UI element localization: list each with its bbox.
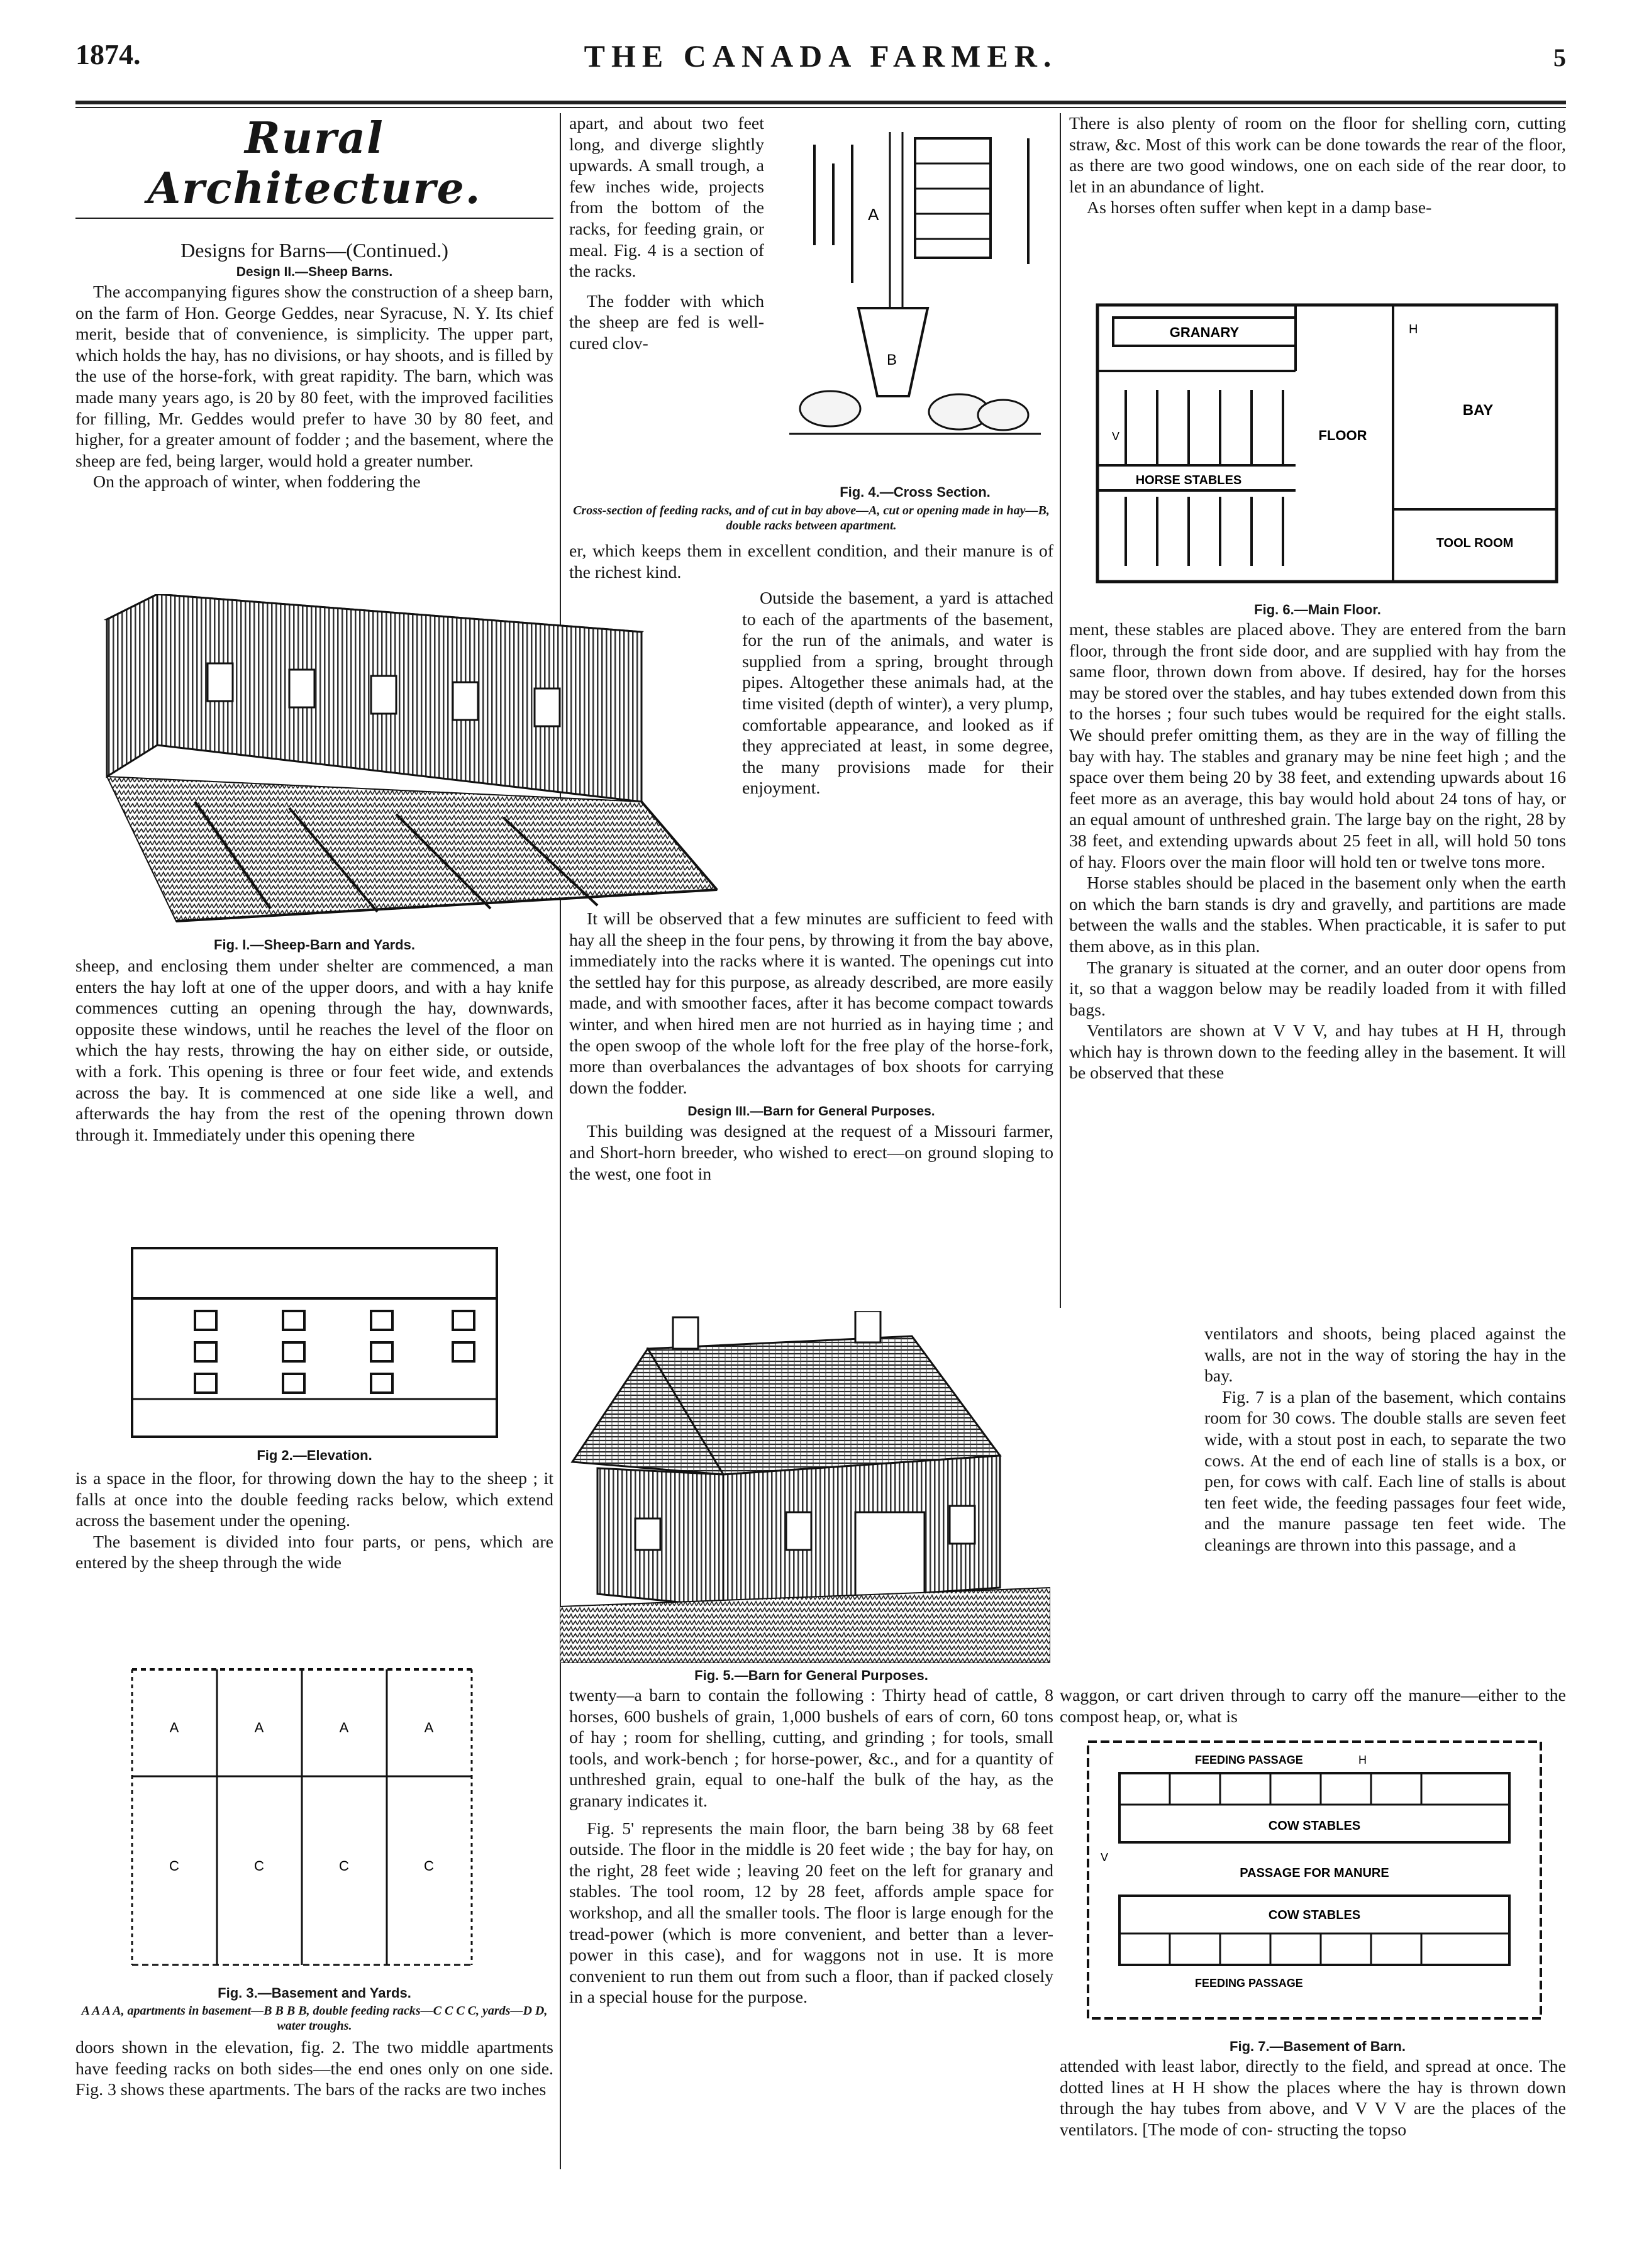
label-b: B — [887, 351, 897, 368]
column-3-top — [1069, 113, 1566, 219]
fig4-note: Cross-section of feeding racks, and of cut in bay above—A, cut or opening made in hay—B, double racks between apartment. — [573, 504, 1050, 533]
yard-label: C — [169, 1858, 179, 1874]
pen-label: A — [339, 1720, 349, 1735]
paragraph: is a space in the floor, for throwing down the hay to the sheep ; it falls at once into the double feeding racks below, which extend across the basement under the opening. — [75, 1469, 553, 1531]
section-title-rule — [75, 218, 553, 219]
column-divider-2 — [1060, 113, 1061, 1308]
design-3-heading: Design III.—Barn for General Purposes. — [687, 1104, 935, 1119]
fig2-elevation-illustration — [126, 1242, 503, 1443]
column-divider-1 — [560, 113, 561, 2169]
paragraph: It will be observed that a few minutes are sufficient to feed with hay all the sheep in the four pens, by throwing it from the bay above, immediately into the racks where it is wanted. The openings cut into the settled hay for this purpose, as already described, are more easily made, and with smoother faces, after it has become compact towards winter, and when hired men are not hurried as in haying time ; and the open swoop of the whole loft for the free play of the horse-fork, more than overbalances the advantages of box shoots for carrying down the fodder. — [569, 909, 1053, 1098]
pen-label: A — [424, 1720, 434, 1735]
column-1-top — [75, 113, 553, 493]
fig5-caption: Fig. 5.—Barn for General Purposes. — [694, 1668, 928, 1683]
paragraph: The accompanying figures show the construction of a sheep barn, on the farm of Hon. George Geddes, near Syracuse, N. Y. Its chief merit, beside that of convenience, is simplicity. The upper part, which holds the hay, has no divisions, or hay shoots, and is filled by the use of the horse-fork, with great rapidity. The barn, which was made many years ago, is 20 by 80 feet, with the improved facilities for filling, Mr. Geddes would prefer to have 30 by 80 feet, and higher, for a greater amount of fodder ; and the basement, where the sheep are fed, being larger, would hold a greater number. — [75, 282, 553, 471]
fig3-caption: Fig. 3.—Basement and Yards. — [218, 1985, 411, 2001]
column-3-bottom — [1060, 2056, 1566, 2140]
sheep-barn-engraving — [82, 594, 736, 934]
basement-plan-drawing — [126, 1663, 478, 1978]
cow-stables-label: COW STABLES — [1268, 1908, 1361, 1922]
granary-label: GRANARY — [1169, 324, 1240, 340]
fig1-sheep-barn-illustration — [82, 594, 736, 934]
paragraph: The granary is situated at the corner, and an outer door opens from it, so that a waggon below may be readily loaded from it with filled bags. — [1069, 958, 1566, 1020]
column-2-mid-1 — [569, 541, 1053, 583]
elevation-drawing — [126, 1242, 503, 1443]
fig4-caption: Fig. 4.—Cross Section. — [840, 484, 991, 500]
column-2-low — [569, 1685, 1053, 2008]
paragraph: doors shown in the elevation, fig. 2. The two middle apartments have feeding racks on both sides—the end ones only on one side. Fig. 3 shows these apartments. The bars of the racks are two inches — [75, 2038, 553, 2100]
column-1-bottom — [75, 2037, 553, 2101]
page-number: 5 — [1553, 43, 1566, 72]
feeding-passage-bottom-label: FEEDING PASSAGE — [1195, 1977, 1303, 1989]
paragraph: apart, and about two feet long, and diverge slightly upwards. A small trough, a few inches wide, projects from the bottom of the racks, for feeding grain, or meal. Fig. 4 is a section of the racks. — [569, 114, 764, 282]
column-1-mid — [75, 956, 553, 1146]
fig4-cross-section — [777, 119, 1053, 478]
fig7-caption: Fig. 7.—Basement of Barn. — [1230, 2038, 1406, 2054]
fig2-caption: Fig 2.—Elevation. — [257, 1447, 372, 1463]
manure-passage-label: PASSAGE FOR MANURE — [1240, 1866, 1389, 1880]
yard-label: C — [424, 1858, 434, 1874]
v-label: V — [1112, 430, 1120, 443]
pen-label: A — [169, 1720, 179, 1735]
masthead — [75, 38, 1566, 88]
paragraph: This building was designed at the request of a Missouri farmer, and Short-horn breeder, who wished to erect—on ground sloping to the west, one foot in — [569, 1122, 1053, 1184]
paragraph: There is also plenty of room on the floor for shelling corn, cutting straw, &c. Most of this work can be done towards the rear of the floor, as there are two good windows, one on each side of the rear door, to let in an abundance of light. — [1069, 114, 1566, 197]
paragraph: twenty—a barn to contain the following : Thirty head of cattle, 8 horses, 600 bushels of grain, 1,000 bushels of ears of corn, 60 tons of hay ; room for shelling, cutting, and grinding ; for tools, small tools, and work-bench ; for horse-power, &c., and for a quantity of unthreshed grain, equal to one-half the bulk of the hay, as the granary indicates it. — [569, 1686, 1053, 1811]
v-label: V — [1101, 1851, 1109, 1864]
column-2-top-text — [569, 113, 764, 355]
fig3-basement-plan — [126, 1663, 478, 1978]
h-label: H — [1358, 1754, 1367, 1766]
main-floor-plan-drawing — [1088, 289, 1566, 597]
design-2-heading: Design II.—Sheep Barns. — [236, 265, 393, 279]
paragraph: er, which keeps them in excellent condition, and their manure is of the richest kind. — [569, 541, 1053, 582]
paragraph: ventilators and shoots, being placed against the walls, are not in the way of storing the hay in the bay. — [1204, 1324, 1566, 1386]
column-1-low — [75, 1468, 553, 1574]
paragraph: Horse stables should be placed in the basement only when the earth on which the barn stands is dry and gravelly, and partitions are made between the walls and the stables. When practicable, it is safer to put them above, as in this plan. — [1069, 873, 1566, 956]
h-label: H — [1409, 323, 1418, 336]
paragraph: As horses often suffer when kept in a damp base- — [1087, 198, 1432, 218]
fig5-barn-illustration — [560, 1311, 1050, 1663]
column-3-mid — [1069, 619, 1566, 1084]
paragraph: Ventilators are shown at V V V, and hay tubes at H H, through which hay is thrown down to the feeding alley in the basement. It will be observed that these — [1069, 1021, 1566, 1083]
label-a: A — [868, 205, 879, 224]
paragraph: Fig. 7 is a plan of the basement, which contains room for 30 cows. The double stalls are seven feet wide, with a stout post in each, to separate the two cows. At the end of each line of stalls is a box, or pen, for cows with calf. Each line of stalls is about ten feet wide, the feeding passages four feet wide, and the manure passage ten feet wide. The cleanings are thrown into this passage, and a — [1204, 1387, 1566, 1555]
cow-stables-label: COW STABLES — [1268, 1819, 1361, 1833]
masthead-rule — [75, 101, 1566, 104]
floor-label: FLOOR — [1318, 428, 1367, 443]
horse-stables-label: HORSE STABLES — [1135, 473, 1242, 487]
column-3-narrow — [1204, 1324, 1566, 1556]
paragraph: On the approach of winter, when foddering the — [93, 472, 421, 492]
feeding-passage-top-label: FEEDING PASSAGE — [1195, 1754, 1303, 1766]
paragraph: waggon, or cart driven through to carry off the manure—either to the compost heap, or, what is — [1060, 1686, 1566, 1727]
paragraph: The basement is divided into four parts, or pens, which are entered by the sheep through the wide — [75, 1532, 553, 1573]
fig6-main-floor-plan — [1088, 289, 1566, 597]
masthead-year: 1874. — [75, 38, 141, 70]
paragraph: sheep, and enclosing them under shelter are commenced, a man enters the hay loft at one of the upper doors, and with a hay knife commences cutting an opening through the hay, downwards, opposite these windows, until he reaches the level of the floor on which the hay rests, throwing the hay on either side, or outside, with a fork. This opening is three or four feet wide, and extends across the bay. It is commenced at one side like a well, and afterwards the hay from the rest of the opening thrown down through it. Immediately under this opening there — [75, 956, 553, 1145]
paragraph: The fodder with which the sheep are fed is well-cured clov- — [569, 291, 764, 353]
column-3-after — [1060, 1685, 1566, 1727]
paragraph: Fig. 5' represents the main floor, the barn being 38 by 68 feet outside. The floor in the middle is 20 feet wide ; the bay for hay, on the right, 28 feet wide ; leaving 20 feet on the left for granary and stables. The tool room, 12 by 28 feet, affords ample space for workshop, and all the smaller tools. The floor is large enough for the tread-power (which is more convenient, and better than a lever-power in this case), and for waggons not in use. It is more convenient to run them out from such a floor, than if packed closely in a special house for the purpose. — [569, 1818, 1053, 2008]
pen-label: A — [254, 1720, 264, 1735]
fig6-caption: Fig. 6.—Main Floor. — [1254, 602, 1381, 617]
paragraph: attended with least labor, directly to the field, and spread at once. The dotted lines at H H show the places where the hay is thrown down through the hay tubes from above, and V V V are the places of the ventilators. [The mode of con- structing the topso — [1060, 2057, 1566, 2140]
yard-label: C — [339, 1858, 349, 1874]
general-barn-engraving — [560, 1311, 1050, 1663]
tool-room-label: TOOL ROOM — [1436, 536, 1514, 550]
subtitle: Designs for Barns—(Continued.) — [180, 239, 448, 262]
fig1-caption: Fig. I.—Sheep-Barn and Yards. — [214, 937, 415, 953]
masthead-title: THE CANADA FARMER. — [584, 38, 1058, 74]
yard-label: C — [254, 1858, 264, 1874]
paragraph: Outside the basement, a yard is attached to each of the apartments of the basement, for the run of the animals, and water is supplied from a spring, brought through pipes. Altogether these animals had, at the time visited (depth of winter), a very plump, comfortable appearance, and looked as if they appreciated at least, in some degree, the many provisions made for their enjoyment. — [742, 589, 1053, 799]
fig7-basement-plan — [1082, 1735, 1566, 2031]
section-title: Rural Architecture. — [147, 113, 482, 214]
bay-label: BAY — [1462, 402, 1494, 419]
cross-section-drawing — [777, 119, 1053, 478]
fig3-note: A A A A, apartments in basement—B B B B, double feeding racks—C C C C, yards—D D, water troughs. — [81, 2004, 548, 2033]
paragraph: ment, these stables are placed above. They are entered from the barn floor, through the front side door, and are supplied with hay from the same floor, thrown down from above. If desired, hay for the horses may be stored over the stables, and hay tubes extended down from this to the horses ; four such tubes would be required for the eight stalls. We should prefer omitting them, as they are in the way of filling the bay with hay. The stables and granary may be nine feet high ; and the space over them being 20 by 38 feet, and extending upwards about 16 feet more as an average, this bay would hold about 24 tons of hay, or an equal amount of unthreshed grain. The large bay on the right, 28 by 38 feet, and extending upwards about 25 feet in all, will hold 50 tons of hay. Floors over the main floor will hold ten or twelve tons more. — [1069, 620, 1566, 872]
masthead-rule-thin — [75, 107, 1566, 108]
column-2-mid-2 — [742, 588, 1053, 799]
column-2-mid-3 — [569, 909, 1053, 1185]
barn-basement-drawing — [1082, 1735, 1566, 2031]
